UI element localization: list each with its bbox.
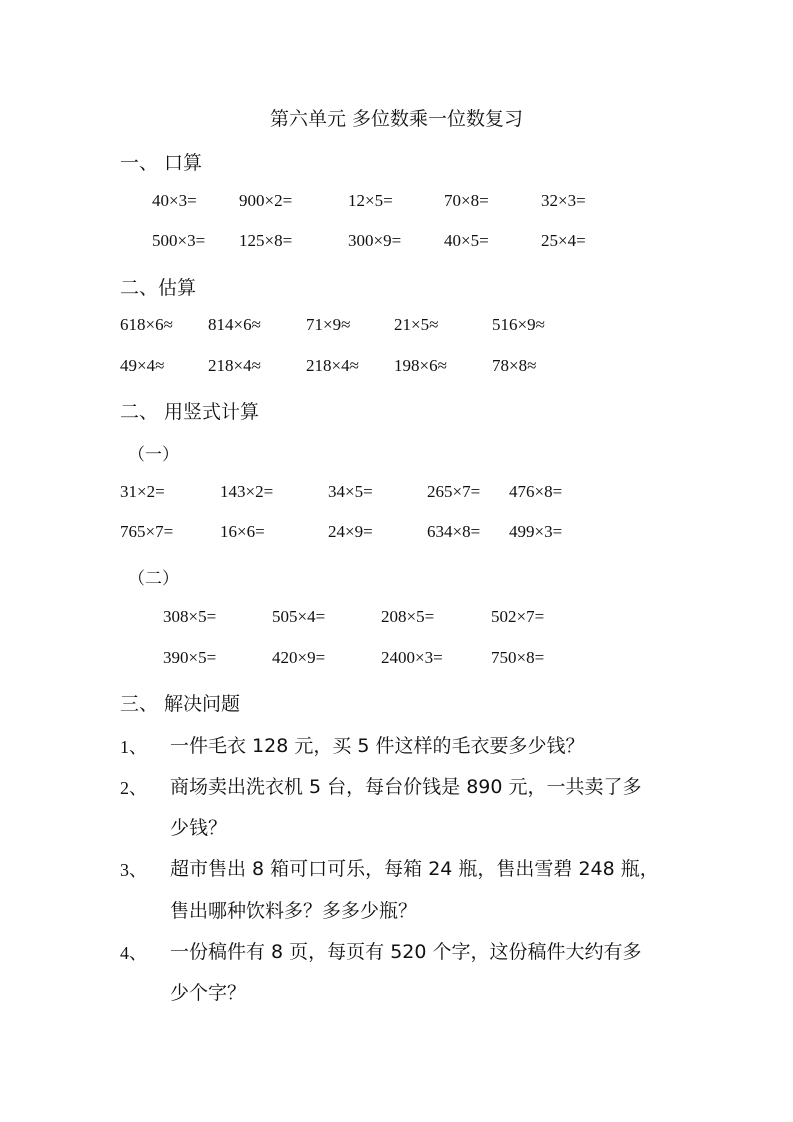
problem-text: 一份稿件有 8 页，每页有 520 个字，这份稿件大约有多 (170, 941, 642, 963)
exercise: 516×9≈ (492, 315, 545, 334)
exercise: 300×9= (348, 231, 402, 250)
exercise: 505×4= (272, 607, 326, 626)
page-title: 第六单元 多位数乘一位数复习 (269, 108, 524, 130)
problem-text: 商场卖出洗衣机 5 台，每台价钱是 890 元，一共卖了多 (170, 776, 642, 798)
exercise: 218×4≈ (306, 356, 359, 375)
exercise: 390×5= (163, 648, 217, 667)
exercise: 618×6≈ (120, 315, 173, 334)
exercise: 78×8≈ (492, 356, 537, 375)
exercise: 31×2= (120, 482, 165, 501)
exercise: 500×3= (152, 231, 206, 250)
exercise: 16×6= (220, 522, 265, 541)
exercise: 71×9≈ (306, 315, 351, 334)
exercise: 21×5≈ (394, 315, 439, 334)
exercise: 40×3= (152, 191, 197, 210)
problem-text: 一件毛衣 128 元，买 5 件这样的毛衣要多少钱？ (170, 735, 585, 757)
problem-number: 4、 (120, 943, 147, 963)
exercise: 900×2= (239, 191, 293, 210)
exercise: 70×8= (444, 191, 489, 210)
exercise: 218×4≈ (208, 356, 261, 375)
exercise: 208×5= (381, 607, 435, 626)
part-label-1: （一） (128, 445, 179, 465)
exercise: 24×9= (328, 522, 373, 541)
exercise: 476×8= (509, 482, 563, 501)
problem-text-continued: 少个字？ (170, 982, 247, 1004)
problem-number: 1、 (120, 737, 147, 757)
exercise: 502×7= (491, 607, 545, 626)
problem-text: 超市售出 8 箱可口可乐，每箱 24 瓶，售出雪碧 248 瓶， (170, 858, 659, 880)
exercise: 308×5= (163, 607, 217, 626)
problem-number: 2、 (120, 778, 147, 798)
exercise: 634×8= (427, 522, 481, 541)
exercise: 25×4= (541, 231, 586, 250)
section-heading-vertical-calc: 二、 用竖式计算 (120, 401, 260, 423)
exercise: 40×5= (444, 231, 489, 250)
exercise: 49×4≈ (120, 356, 165, 375)
exercise: 765×7= (120, 522, 174, 541)
section-heading-word-problems: 三、 解决问题 (120, 693, 241, 715)
problem-text-continued: 少钱？ (170, 817, 228, 839)
exercise: 32×3= (541, 191, 586, 210)
exercise: 2400×3= (381, 648, 443, 667)
part-label-2: （二） (128, 569, 179, 589)
section-heading-oral-calc: 一、 口算 (120, 152, 203, 174)
exercise: 499×3= (509, 522, 563, 541)
section-heading-estimation: 二、估算 (120, 277, 197, 299)
exercise: 750×8= (491, 648, 545, 667)
exercise: 198×6≈ (394, 356, 447, 375)
exercise: 814×6≈ (208, 315, 261, 334)
exercise: 34×5= (328, 482, 373, 501)
exercise: 420×9= (272, 648, 326, 667)
exercise: 143×2= (220, 482, 274, 501)
problem-text-continued: 售出哪种饮料多？多多少瓶？ (170, 900, 418, 922)
problem-number: 3、 (120, 860, 147, 880)
exercise: 125×8= (239, 231, 293, 250)
exercise: 12×5= (348, 191, 393, 210)
exercise: 265×7= (427, 482, 481, 501)
